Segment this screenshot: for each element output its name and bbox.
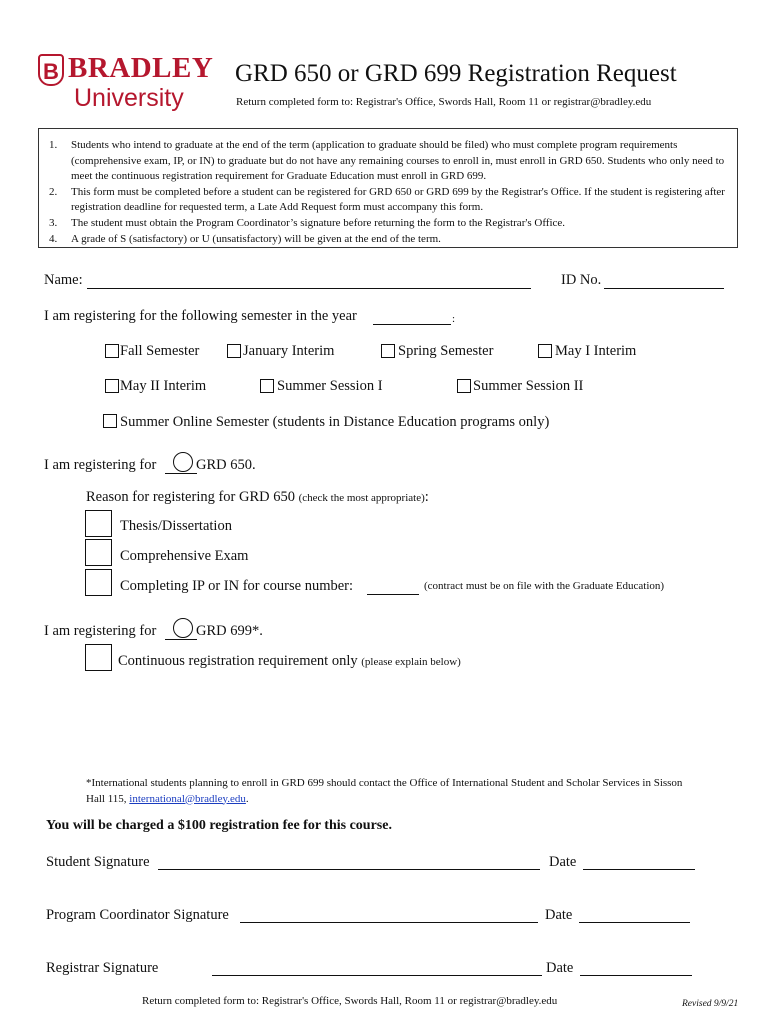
instructions-box (38, 128, 738, 248)
year-colon: : (452, 313, 456, 325)
student-date-field[interactable] (583, 869, 695, 870)
instruction-text: A grade of S (satisfactory) or U (unsatisfactory) will be given at the end of the term. (71, 232, 441, 245)
summer-session-2-label: Summer Session II (473, 378, 584, 394)
comprehensive-exam-checkbox[interactable] (85, 539, 112, 566)
ip-in-hint: (contract must be on file with the Graduate Education) (424, 580, 665, 592)
reason-hint: (check the most appropriate) (298, 492, 425, 504)
name-field[interactable] (87, 288, 531, 289)
instruction-number: 2. (49, 185, 58, 198)
may-2-interim-checkbox[interactable] (105, 379, 119, 393)
registrar-date-field[interactable] (580, 975, 692, 976)
fall-semester-label: Fall Semester (120, 343, 200, 359)
ip-in-checkbox[interactable] (85, 569, 112, 596)
ip-in-label: Completing IP or IN for course number: (120, 578, 354, 594)
instruction-item (49, 232, 731, 248)
registrar-signature-label: Registrar Signature (46, 960, 159, 976)
revised-date: Revised 9/9/21 (682, 999, 739, 1009)
instruction-text: The student must obtain the Program Coordinator’s signature before returning the form to the Registrar's Office. (71, 216, 566, 229)
instruction-text: This form must be completed before a student can be registered for GRD 650 or GRD 699 by the Registrar's Office. If the student is registering after registration deadline for requested term, a Late Add Request form must accompany this form. (71, 185, 725, 214)
may-1-interim-checkbox[interactable] (538, 344, 552, 358)
name-label: Name: (44, 272, 83, 288)
registrar-date-label: Date (546, 960, 574, 976)
coordinator-date-label: Date (545, 907, 573, 923)
instruction-item (49, 138, 731, 185)
id-label: ID No. (561, 272, 602, 288)
comprehensive-exam-label: Comprehensive Exam (120, 548, 249, 564)
return-instructions: Return completed form to: Registrar's Office, Swords Hall, Room 11 or registrar@bradley.edu (236, 96, 652, 108)
spring-semester-label: Spring Semester (398, 343, 494, 359)
instruction-item (49, 185, 731, 216)
grd650-reason-label (86, 489, 429, 506)
thesis-checkbox[interactable] (85, 510, 112, 537)
coordinator-signature-label: Program Coordinator Signature (46, 907, 229, 923)
spring-semester-checkbox[interactable] (381, 344, 395, 358)
coordinator-date-field[interactable] (579, 922, 690, 923)
international-period: . (245, 792, 249, 805)
continuous-hint: (please explain below) (361, 656, 461, 668)
form-title: GRD 650 or GRD 699 Registration Request (235, 60, 677, 87)
thesis-label: Thesis/Dissertation (120, 518, 232, 534)
may-2-interim-label: May II Interim (120, 378, 207, 394)
grd699-radio[interactable] (173, 618, 193, 638)
january-interim-checkbox[interactable] (227, 344, 241, 358)
international-text: *International students planning to enroll in GRD 699 should contact the Office of International Student and Scholar Services in Sisson Hall 115, (86, 777, 683, 805)
summer-session-2-checkbox[interactable] (457, 379, 471, 393)
instruction-number: 1. (49, 139, 58, 151)
grd699-prefix: I am registering for (44, 623, 157, 639)
continuous-registration-checkbox[interactable] (85, 644, 112, 671)
student-date-label: Date (549, 854, 577, 870)
logo-university-text: University (74, 84, 184, 112)
fee-notice: You will be charged a $100 registration fee for this course. (46, 818, 392, 833)
instruction-number: 4. (49, 232, 58, 245)
reason-label-text: Reason for registering for GRD 650 (86, 489, 295, 505)
coordinator-signature-field[interactable] (240, 922, 538, 923)
summer-online-checkbox[interactable] (103, 414, 117, 428)
student-signature-label: Student Signature (46, 854, 150, 870)
instruction-text: Students who intend to graduate at the end of the term (application to graduate should be filed) who must complete program requirements (comprehensive exam, IP, or IN) to graduate but do not have any remaining courses to enroll in, must enroll in GRD 650. Students who only need to meet the continuous registration requirement for Graduate Education must enroll in GRD 699. (71, 139, 725, 183)
summer-online-label: Summer Online Semester (students in Distance Education programs only) (120, 414, 550, 430)
logo-bradley-text: BRADLEY (68, 52, 214, 84)
international-email-link[interactable]: international@bradley.edu (129, 792, 246, 805)
grd650-blank (165, 473, 197, 474)
reason-colon: : (424, 489, 429, 505)
continuous-text: Continuous registration requirement only (118, 653, 358, 669)
fall-semester-checkbox[interactable] (105, 344, 119, 358)
january-interim-label: January Interim (243, 343, 335, 359)
grd650-course: GRD 650. (196, 457, 256, 473)
year-field[interactable] (373, 324, 451, 325)
grd699-blank (165, 639, 197, 640)
grd699-course: GRD 699*. (196, 623, 263, 639)
grd650-prefix: I am registering for (44, 457, 157, 473)
semester-year-label: I am registering for the following semester in the year (44, 308, 357, 324)
international-note (86, 776, 686, 807)
summer-session-1-label: Summer Session I (277, 378, 383, 394)
registrar-signature-field[interactable] (212, 975, 542, 976)
grd650-radio[interactable] (173, 452, 193, 472)
may-1-interim-label: May I Interim (555, 343, 637, 359)
instruction-number: 3. (49, 216, 58, 229)
id-field[interactable] (604, 288, 724, 289)
student-signature-field[interactable] (158, 869, 540, 870)
instruction-item (49, 216, 731, 232)
course-number-field[interactable] (367, 594, 419, 595)
bradley-logo-mark: B (38, 54, 64, 86)
continuous-registration-label (118, 653, 461, 670)
footer-return-note: Return completed form to: Registrar's Office, Swords Hall, Room 11 or registrar@bradley.edu (142, 995, 558, 1007)
summer-session-1-checkbox[interactable] (260, 379, 274, 393)
